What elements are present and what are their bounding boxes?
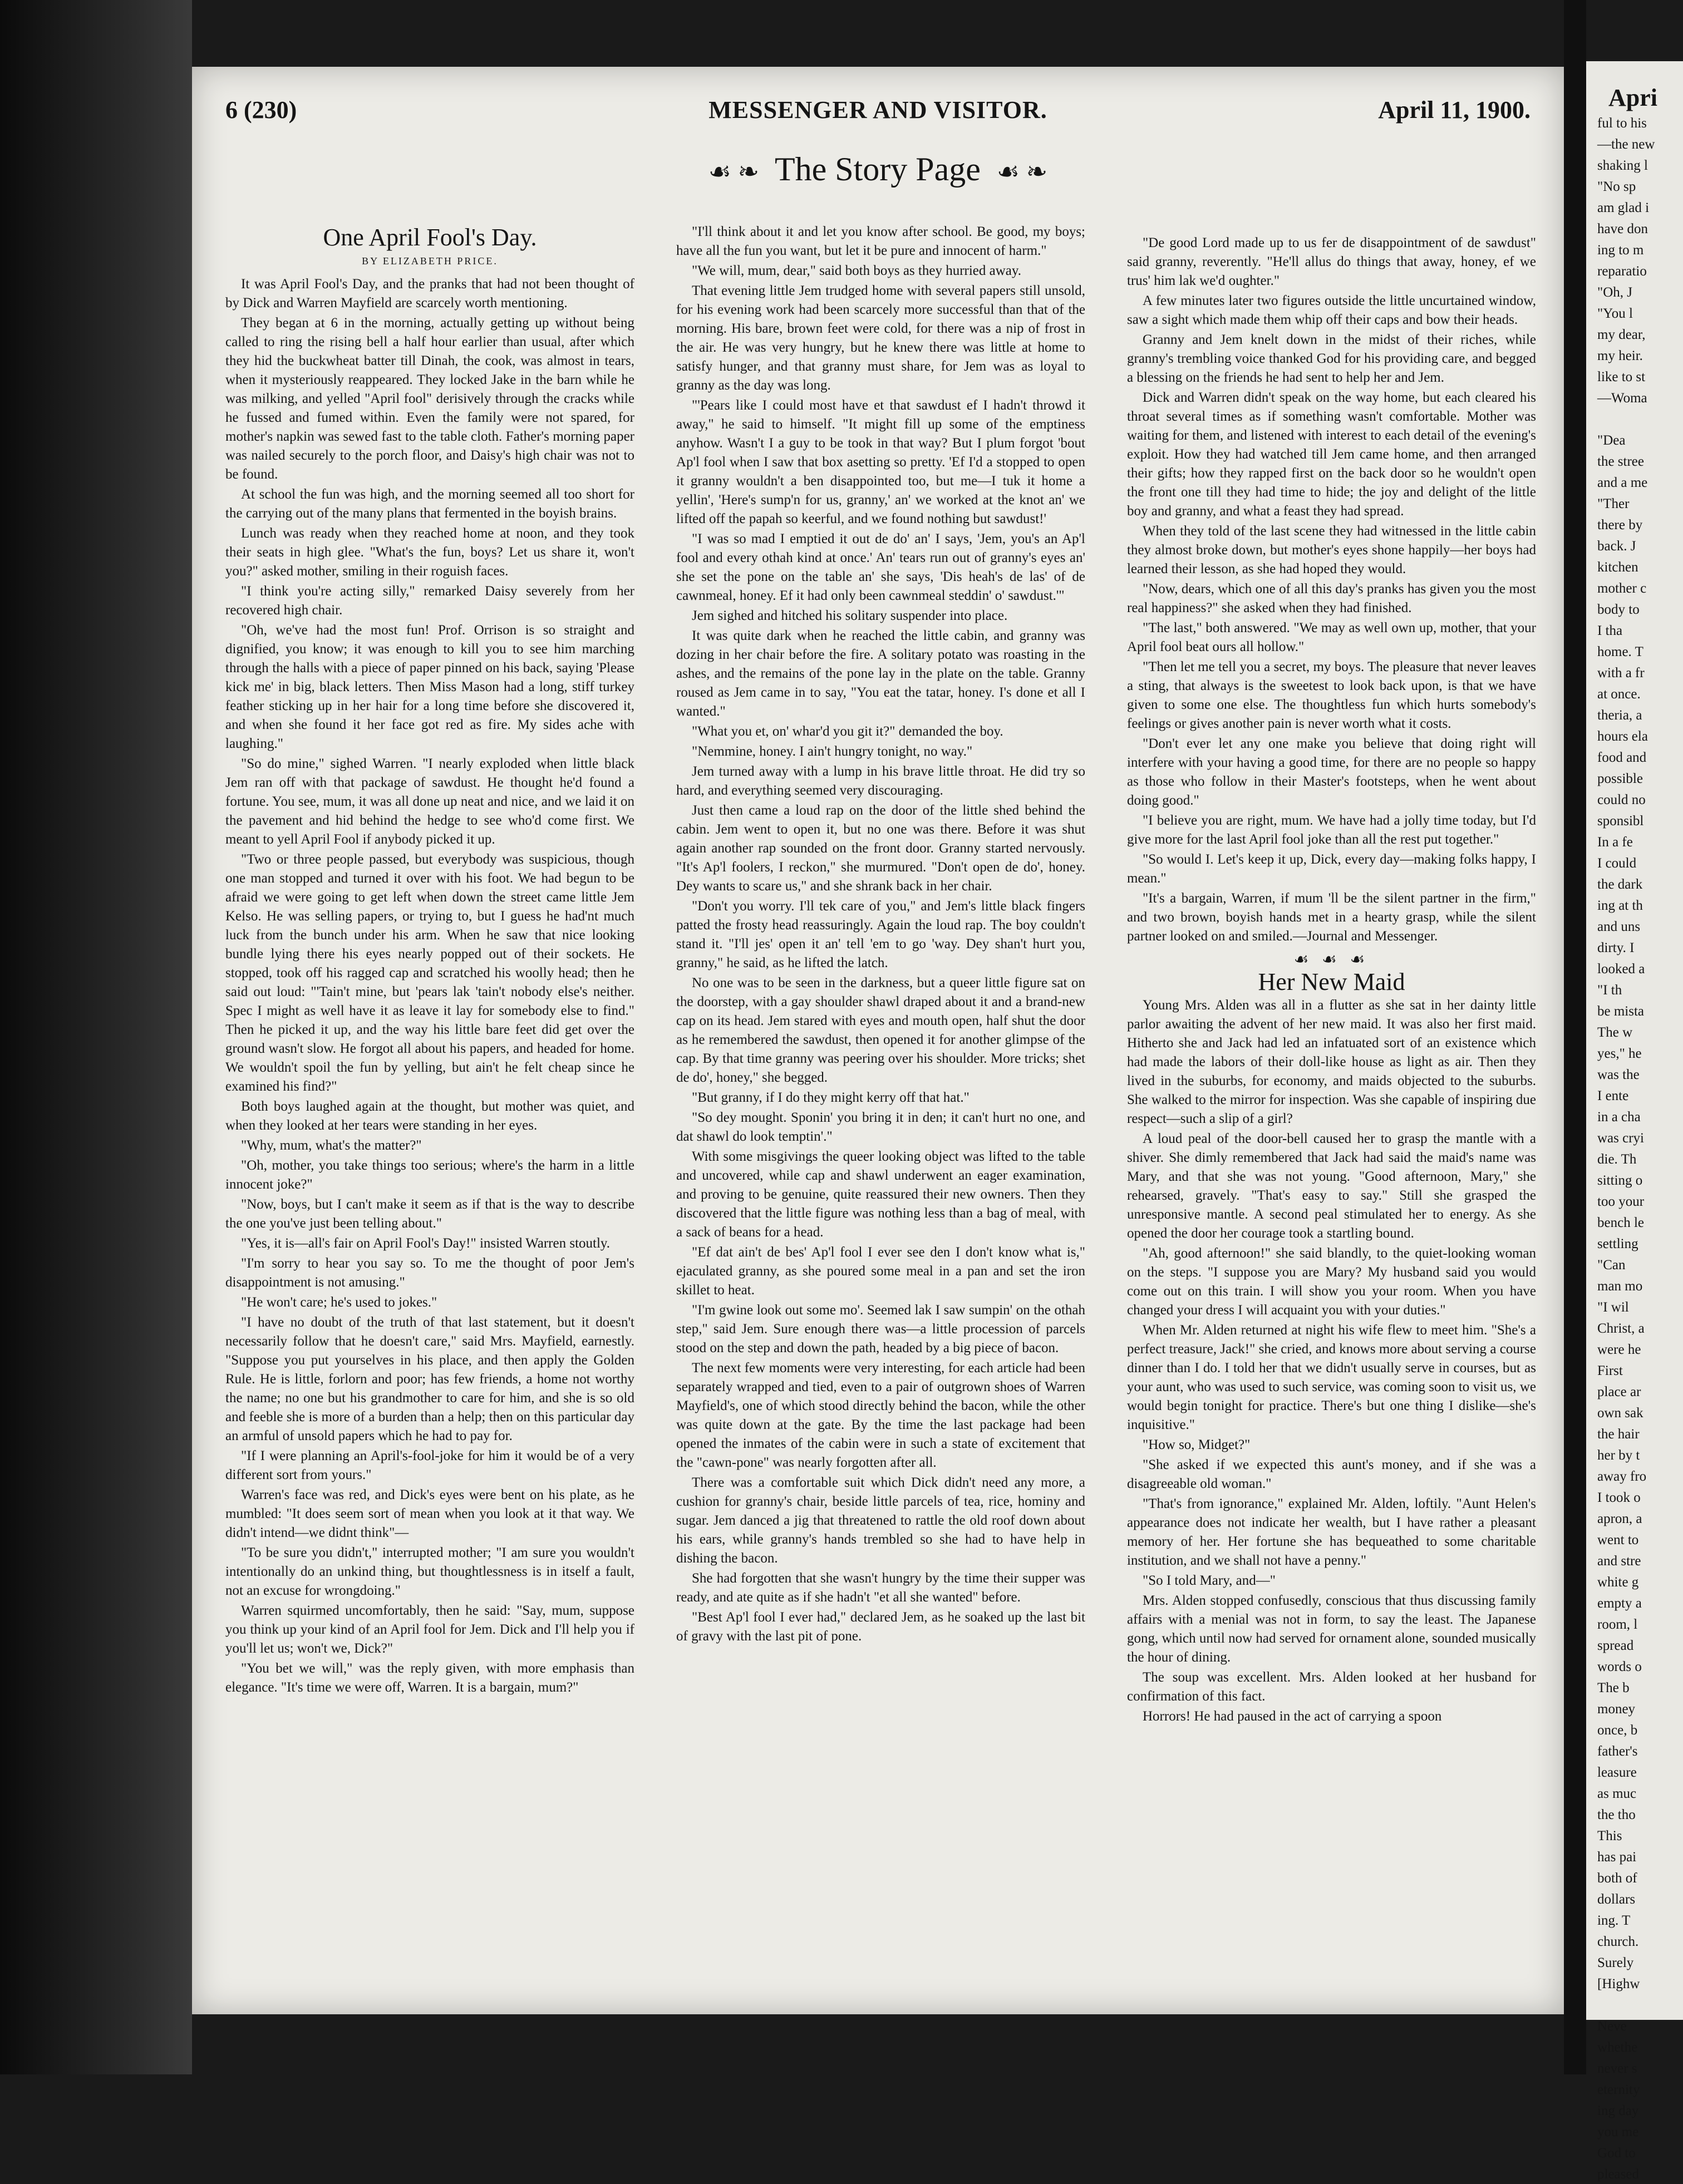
section-heading bbox=[192, 150, 1564, 189]
paragraph: "Now, boys, but I can't make it seem as if that is the way to describe the one you've just been telling about." bbox=[225, 1197, 634, 1231]
paragraph: "I have no doubt of the truth of that last statement, but it doesn't necessarily follow that he doesn't care," said Mrs. Mayfield, earnestly. "Suppose you put yourselves in his place, and then apply the Golden Rule. He is little, forlorn and poor; has few friends, a home not worthy the name; no one but his grandmother to care for him, and she is so old and feeble she is more of a burden than a help; then on this particular day an armful of unsold papers which he had to pay for. bbox=[225, 1315, 634, 1443]
text-fragment: apron, a bbox=[1597, 1511, 1642, 1526]
paragraph: When they told of the last scene they had witnessed in the little cabin they almost broke down, but mother's eyes shone happily—her boys had learned their lesson, as she had hoped they would. bbox=[1127, 524, 1536, 576]
ornament-left-icon: ☙ ❧ bbox=[708, 157, 760, 186]
text-fragment: back. J bbox=[1597, 539, 1636, 554]
text-fragment: went to bbox=[1597, 1532, 1639, 1547]
paragraph: Jem turned away with a lump in his brave little throat. He did try so hard, and everything seemed very discouraging. bbox=[676, 764, 1085, 798]
paragraph: She had forgotten that she wasn't hungry by the time their supper was ready, and ate quite as if she hadn't "et all she wanted" before. bbox=[676, 1571, 1085, 1605]
paragraph: Dick and Warren didn't speak on the way home, but each cleared his throat several times as if something wasn't comfortable. Mother was waiting for them, and listened with interest to each detail of the evening's exploit. How they had watched till Jem came home, and then arranged their gifts; how they rapped first on the back door so he wouldn't open the front one till they had time to hide; the joy and delight of the little boy and granny, and what a feast they had spread. bbox=[1127, 390, 1536, 519]
paragraph: "Then let me tell you a secret, my boys. The pleasure that never leaves a sting, that always is the sweetest to look back upon, is that we have given to some one else. The thoughtless fun which hurts somebody's feelings or gives another pain is never worth what it costs. bbox=[1127, 659, 1536, 731]
text-fragment: food and bbox=[1597, 750, 1647, 765]
paragraph: Warren's face was red, and Dick's eyes were bent on his plate, as he mumbled: "It does seem sort of mean when you look at it that way. We didn't intend—we didnt think"— bbox=[225, 1487, 634, 1540]
paragraph: "I'm sorry to hear you say so. To me the thought of poor Jem's disappointment is not amusing." bbox=[225, 1256, 634, 1290]
text-fragment: as muc bbox=[1597, 1786, 1637, 1801]
text-fragment: the stree bbox=[1597, 454, 1644, 469]
text-fragment: sitting o bbox=[1597, 1173, 1643, 1188]
binding-gutter bbox=[1564, 0, 1586, 2074]
newspaper-page bbox=[192, 67, 1564, 2014]
text-fragment: was cryi bbox=[1597, 1131, 1644, 1146]
text-fragment: at once. bbox=[1597, 687, 1641, 702]
paragraph: "I was so mad I emptied it out de do' an' I says, 'Jem, you's an Ap'l fool and every othah kind at once.' An' tears run out of granny's eyes an' she set the pone on the table an' she says, 'Dis heah's de las' of de cawnmeal, honey. Ef it had only been cawnmeal steddin' o' sawdust.'" bbox=[676, 531, 1085, 603]
text-fragment: hours ela bbox=[1597, 729, 1648, 744]
paragraph: The soup was excellent. Mrs. Alden looked at her husband for confirmation of this fact. bbox=[1127, 1670, 1536, 1704]
text-fragment: "You l bbox=[1597, 306, 1633, 321]
text-fragment: you me bbox=[1597, 2124, 1639, 2139]
text-fragment: away fro bbox=[1597, 1469, 1647, 1484]
paragraph: "Yes, it is—all's fair on April Fool's Day!" insisted Warren stoutly. bbox=[241, 1236, 611, 1251]
paragraph: "'Pears like I could most have et that sawdust ef I hadn't throwd it away," he said to himself. "It might fill up some of the emptiness anyhow. Wasn't I a guy to be took in that way? But I plum forgot 'bout Ap'l fool when I saw that box asetting so pretty. 'Ef I'd a stopped to open it granny wouldn't a ben disappointed too, but me—I tuk it home a yellin', 'Here's sump'n for us, granny,' an' we worked at the knot an' we lifted off the papah so keerful, and we found nothing but sawdust!' bbox=[676, 398, 1085, 526]
text-fragment: am glad i bbox=[1597, 200, 1650, 215]
section-title: The Story Page bbox=[774, 151, 981, 188]
paragraph: "Oh, mother, you take things too serious; where's the harm in a little innocent joke?" bbox=[225, 1158, 634, 1192]
adjacent-page-header: Apri bbox=[1608, 84, 1657, 111]
text-fragment: The b bbox=[1597, 1680, 1630, 1695]
text-fragment: her by t bbox=[1597, 1448, 1640, 1463]
paragraph: Young Mrs. Alden was all in a flutter as she sat in her dainty little parlor awaiting the advent of her new maid. It was also her first maid. Hitherto she and Jack had led an infatuated sort of an existence which had made the labors of their doll-like house as light as air. Then they lived in the suburbs, for economy, and maids objected to the suburbs. She walked to the mirror for inspection. Was she capable of inspiring due respect—such a slip of a girl? bbox=[1127, 998, 1536, 1126]
text-fragment: theria, a bbox=[1597, 708, 1642, 723]
text-fragment: ing day bbox=[1597, 2103, 1639, 2118]
page-header bbox=[225, 85, 1531, 135]
text-fragment: church. bbox=[1597, 1934, 1639, 1949]
paragraph: "How so, Midget?" bbox=[1143, 1437, 1251, 1452]
text-fragment: In a fe bbox=[1597, 835, 1633, 850]
text-fragment: looked a bbox=[1597, 962, 1645, 977]
text-fragment: "Dea bbox=[1597, 433, 1626, 448]
scan-background-left bbox=[0, 0, 192, 2074]
text-fragment: spread bbox=[1597, 1638, 1634, 1653]
text-fragment: body to bbox=[1597, 602, 1640, 617]
text-fragment: "No sp bbox=[1597, 179, 1636, 194]
text-fragment: —Woma bbox=[1597, 391, 1647, 406]
story-2-text bbox=[1127, 996, 1536, 1726]
text-fragment: This bbox=[1597, 1828, 1622, 1843]
column-3-text bbox=[1127, 234, 1536, 946]
text-fragment: too your bbox=[1597, 1194, 1645, 1209]
paragraph: A loud peal of the door-bell caused her to grasp the mantle with a shiver. She dimly remembered that Jack had said the maid's name was Mary, and that she was not young. "Good afternoon, Mary," she rehearsed, gravely. "That's easy to say." Still she grasped the unresponsive mantle. A second peal stimulated her to energy. As she opened the door her courage took a startling bound. bbox=[1127, 1131, 1536, 1241]
text-fragment: dollars bbox=[1597, 1892, 1636, 1907]
text-fragment: ing at th bbox=[1597, 898, 1643, 913]
text-fragment: dirty. I bbox=[1597, 940, 1635, 955]
paragraph: "Nemmine, honey. I ain't hungry tonight, no way." bbox=[692, 744, 973, 759]
text-fragment: "Oh, J bbox=[1597, 285, 1632, 300]
text-fragment: sponsibl bbox=[1597, 814, 1644, 829]
text-fragment: [Highw bbox=[1597, 1976, 1640, 1991]
story-title: One April Fool's Day. bbox=[323, 224, 537, 251]
text-fragment: my heir. bbox=[1597, 348, 1643, 363]
paragraph: "If I were planning an April's-fool-joke for him it would be of a very different sort from yours." bbox=[225, 1448, 634, 1482]
text-fragment: place ar bbox=[1597, 1384, 1641, 1399]
paragraph: "So dey mought. Sponin' you bring it in den; it can't hurt no one, and dat shawl do look temptin'." bbox=[676, 1110, 1085, 1144]
paragraph: "To be sure you didn't," interrupted mother; "I am sure you wouldn't intentionally do an unkind thing, but thoughtlessness is in itself a fault, not an excuse for wrongdoing." bbox=[225, 1545, 634, 1598]
text-fragment: be mista bbox=[1597, 1004, 1645, 1019]
text-fragment: with a fr bbox=[1597, 665, 1645, 681]
paragraph: "Best Ap'l fool I ever had," declared Jem, as he soaked up the last bit of gravy with the last pit of pone. bbox=[676, 1610, 1085, 1644]
paragraph: Lunch was ready when they reached home at noon, and they took their seats in high glee. "What's the fun, boys? Let us share it, won't you?" asked mother, smiling in their roguish faces. bbox=[225, 526, 634, 579]
adjacent-page-edge bbox=[1586, 61, 1683, 2182]
text-fragment: whethe bbox=[1597, 2040, 1638, 2055]
text-fragment: never s bbox=[1597, 2061, 1637, 2076]
text-fragment: "I th bbox=[1597, 983, 1622, 998]
column-3 bbox=[1127, 234, 1536, 1727]
paragraph: "Don't ever let any one make you believe that doing right will interfere with your having a good time, for there are no people so happy as those who follow in their Master's footsteps, when he went about doing good." bbox=[1127, 736, 1536, 808]
text-fragment: could no bbox=[1597, 792, 1646, 807]
text-fragment: God to bbox=[1597, 2146, 1636, 2161]
paragraph: Granny and Jem knelt down in the midst of their riches, while granny's trembling voice thanked God for his providing care, and begged a blessing on the friends he had sent to help her and Jem. bbox=[1127, 332, 1536, 385]
paragraph: No one was to be seen in the darkness, but a queer little figure sat on the doorstep, with a gay shoulder shawl draped about it and a brand-new cap on its head. Jem stared with eyes and mouth open, half shut the door as he remembered the sawdust, then opened it for another glimpse of the cap. By that time granny was peering over his shoulder. More tricks; shet de do', honey," she begged. bbox=[676, 975, 1085, 1085]
paragraph: "I'm gwine look out some mo'. Seemed lak I saw sumpin' on the othah step," said Jem. Sure enough there was—a little procession of parcels stood on the step and down the path, headed by a big piece of bacon. bbox=[676, 1303, 1085, 1355]
text-fragment: in a cha bbox=[1597, 1110, 1641, 1125]
text-fragment: were he bbox=[1597, 1342, 1641, 1357]
paragraph: "He won't care; he's used to jokes." bbox=[241, 1295, 437, 1310]
text-fragment: mother c bbox=[1597, 581, 1647, 596]
text-fragment: First bbox=[1597, 1363, 1623, 1378]
text-fragment: I ente bbox=[1597, 1088, 1629, 1103]
text-fragment: home. T bbox=[1597, 644, 1643, 659]
text-fragment: the dark bbox=[1597, 877, 1643, 892]
paragraph: When Mr. Alden returned at night his wife flew to meet him. "She's a perfect treasure, Jack!" she cried, and knows more about serving a course dinner than I do. I told her that we didn't usually serve in courses, but as your aunt, who was used to such service, was coming soon to visit us, we would begin tonight for practice. There's but one thing I dislike—she's inquisitive." bbox=[1127, 1323, 1536, 1432]
paragraph: "It's a bargain, Warren, if mum 'll be the silent partner in the firm," and two brown, boyish hands met in a hearty grasp, while the silent partner looked on and smiled.—Journal and Messenger. bbox=[1127, 891, 1536, 944]
paragraph: "So do mine," sighed Warren. "I nearly exploded when little black Jem ran off with that package of sawdust. He thought he'd found a fortune. You see, mum, it was all done up neat and nice, and we laid it on the pavement and hid behind the hedge to see who'd come first. We meant to yell April Fool if anybody picked it up. bbox=[225, 756, 634, 847]
paragraph: At school the fun was high, and the morning seemed all too short for the carrying out of the many plans that fermented in the boyish brains. bbox=[225, 487, 634, 521]
text-fragment: empty a bbox=[1597, 1596, 1642, 1611]
paragraph: "Oh, we've had the most fun! Prof. Orrison is so straight and dignified, you know; it was enough to kill you to see him marching through the halls with a piece of paper pinned on his back, saying 'Please kick me' in big, black letters. Then Miss Mason had a long, stiff turkey feather sticking up in her hair for a long time before she discovered it, and when she found it her face got red as fire. My sides ache with laughing." bbox=[225, 623, 634, 751]
text-fragment: ful to his bbox=[1597, 116, 1647, 131]
paragraph: Horrors! He had paused in the act of carrying a spoon bbox=[1143, 1709, 1442, 1724]
paragraph: "I think you're acting silly," remarked Daisy severely from her recovered high chair. bbox=[225, 584, 634, 618]
paragraph: "But granny, if I do they might kerry off that hat." bbox=[692, 1090, 970, 1105]
text-fragment: die. Th bbox=[1597, 1152, 1637, 1167]
text-fragment: there by bbox=[1597, 517, 1643, 533]
text-fragment: Neve bbox=[1597, 2019, 1627, 2034]
text-fragment: reparatio bbox=[1597, 264, 1647, 279]
text-fragment: I could bbox=[1597, 856, 1637, 871]
column-2-text bbox=[676, 223, 1085, 1646]
paragraph: "So I told Mary, and—" bbox=[1143, 1573, 1276, 1588]
text-fragment: yes," he bbox=[1597, 1046, 1642, 1061]
paragraph: With some misgivings the queer looking object was lifted to the table and uncovered, while cap and shawl underwent an eager examination, and proving to be genuine, quite reassured their new owners. Then they discovered that the little figure was nothing less than a bag of meal, with a sack of beans for a head. bbox=[676, 1149, 1085, 1240]
text-fragment: possible bbox=[1597, 771, 1643, 786]
text-fragment: and a me bbox=[1597, 475, 1648, 490]
text-fragment: the tho bbox=[1597, 1807, 1636, 1822]
text-fragment: "Ther bbox=[1597, 496, 1630, 511]
text-fragment bbox=[1586, 408, 1683, 429]
paragraph: "The last," both answered. "We may as well own up, mother, that your April fool beat ours all hollow." bbox=[1127, 620, 1536, 654]
text-fragment: like to st bbox=[1597, 369, 1646, 384]
text-fragment: settling bbox=[1597, 1236, 1638, 1251]
text-fragment: Christ, a bbox=[1597, 1321, 1645, 1336]
text-fragment: once, b bbox=[1597, 1723, 1638, 1738]
paragraph: "I'll think about it and let you know after school. Be good, my boys; have all the fun you want, but let it be pure and innocent of harm." bbox=[676, 224, 1085, 258]
text-fragment: and uns bbox=[1597, 919, 1641, 934]
paragraph: "De good Lord made up to us fer de disappointment of de sawdust" said granny, reverently. "He'll allus do things that away, honey, ef we trus' him lak we'd oughter." bbox=[1127, 235, 1536, 288]
text-fragment bbox=[1586, 1994, 1683, 2015]
text-fragment: pleased bbox=[1597, 2167, 1639, 2182]
paragraph: "Why, mum, what's the matter?" bbox=[241, 1138, 422, 1153]
paragraph: Both boys laughed again at the thought, but mother was quiet, and when they looked at her tears were standing in her eyes. bbox=[225, 1099, 634, 1133]
paragraph: They began at 6 in the morning, actually getting up without being called to ring the rising bell a half hour earlier than usual, after which they hid the buckwheat batter till Dinah, the cook, was almost in tears, when it mysteriously reappeared. They locked Jake in the barn while he was milking, and yelled "April fool" derisively through the cracks while he fussed and fumed within. Even the family were not spared, for mother's napkin was sewed fast to the table cloth. Father's morning paper was nailed securely to the porch floor, and Daisy's high chair was not to be found. bbox=[225, 315, 634, 482]
text-fragment: and stre bbox=[1597, 1554, 1641, 1569]
text-fragment: white g bbox=[1597, 1575, 1639, 1590]
text-fragment: has pai bbox=[1597, 1850, 1637, 1865]
text-fragment: eternity bbox=[1597, 2082, 1640, 2097]
paragraph: There was a comfortable suit which Dick didn't need any more, a cushion for granny's chair, beside little parcels of tea, rice, hominy and sugar. Jem danced a jig that threatened to rattle the old roof down about his ears, while granny's hands trembled so she had to have help in dishing the bacon. bbox=[676, 1475, 1085, 1566]
text-fragment: —the new bbox=[1597, 137, 1655, 152]
column-2 bbox=[676, 223, 1085, 1647]
text-fragment: shaking l bbox=[1597, 158, 1648, 173]
text-fragment: The w bbox=[1597, 1025, 1633, 1040]
paragraph: "Ah, good afternoon!" she said blandly, to the quiet-looking woman on the steps. "I suppose you are Mary? My husband said you would come out on this train. I will show you your room. When you have changed your dress I will acquaint you with your duties." bbox=[1127, 1246, 1536, 1318]
text-fragment: I took o bbox=[1597, 1490, 1641, 1505]
text-fragment: man mo bbox=[1597, 1279, 1643, 1294]
text-fragment: Surely bbox=[1597, 1955, 1634, 1970]
story-separator: ☙ ☙ ☙ bbox=[1293, 950, 1370, 969]
paragraph: It was quite dark when he reached the little cabin, and granny was dozing in her chair before the fire. A solitary potato was roasting in the ashes, and the remains of the pone lay in the plate on the table. Granny roused as Jem came in to say, "You eat the tatar, honey. I's done et all I wanted." bbox=[676, 628, 1085, 719]
story-title-2: Her New Maid bbox=[1258, 968, 1405, 995]
issue-date: April 11, 1900. bbox=[1378, 96, 1531, 124]
paragraph: "She asked if we expected this aunt's money, and if she was a disagreeable old woman." bbox=[1127, 1457, 1536, 1491]
paragraph: "That's from ignorance," explained Mr. Alden, loftily. "Aunt Helen's appearance does not indicate her wealth, but I have rather a pleasant memory of her. Her fortune she has bequeathed to some charitable institution, and we shall not have a penny." bbox=[1127, 1496, 1536, 1568]
story-byline: BY ELIZABETH PRICE. bbox=[362, 255, 498, 267]
paragraph: "Ef dat ain't de bes' Ap'l fool I ever see den I don't know what is," ejaculated granny, as she poured some meal in a pan and set the iron skillet to heat. bbox=[676, 1245, 1085, 1298]
paragraph: Jem sighed and hitched his solitary suspender into place. bbox=[692, 608, 1008, 623]
text-fragment: own sak bbox=[1597, 1406, 1643, 1421]
text-fragment: the hair bbox=[1597, 1427, 1640, 1442]
text-fragment: bench le bbox=[1597, 1215, 1644, 1230]
column-1 bbox=[225, 224, 634, 1698]
page-number: 6 (230) bbox=[225, 96, 297, 124]
text-fragment: my dear, bbox=[1597, 327, 1646, 342]
paragraph: "What you et, on' whar'd you git it?" demanded the boy. bbox=[692, 724, 1003, 739]
text-fragment: words o bbox=[1597, 1659, 1642, 1674]
paragraph: It was April Fool's Day, and the pranks that had not been thought of by Dick and Warren Mayfield are scarcely worth mentioning. bbox=[225, 277, 634, 310]
paragraph: Just then came a loud rap on the door of the little shed behind the cabin. Jem went to open it, but no one was there. Before it was shut again another rap sounded on the front door. Granny started nervously. "It's Ap'l foolers, I reckon," she murmured. "Don't open de do', honey. Dey wants to scare us," and she shrank back in her chair. bbox=[676, 803, 1085, 894]
paragraph: "So would I. Let's keep it up, Dick, every day—making folks happy, I mean." bbox=[1127, 852, 1536, 886]
text-fragment: ing. T bbox=[1597, 1913, 1631, 1928]
paragraph: Warren squirmed uncomfortably, then he said: "Say, mum, suppose you think up your kind of an April fool for Jem. Dick and I'll help you if you'll let us; won't we, Dick?" bbox=[225, 1603, 634, 1656]
text-fragment: was the bbox=[1597, 1067, 1640, 1082]
paragraph: "Now, dears, which one of all this day's pranks has given you the most real happiness?" she asked when they had finished. bbox=[1127, 581, 1536, 615]
text-fragment: both of bbox=[1597, 1871, 1637, 1886]
paragraph: "Two or three people passed, but everybody was suspicious, though one man stopped and turned it over with his foot. We had begun to be afraid we were going to get left when down the street came little Jem Kelso. He was selling papers, or trying to, but I guess he had'nt much luck from the bunch under his arm. When he saw that nice looking bundle lying there his eyes nearly popped out of their sockets. He stopped, took off his ragged cap and scratched his woolly head; then he said out loud: "'Tain't mine, but 'pears lak 'tain't nobody else's neither. Spec I might as well have it as leave it lay for somebody else to find." Then he picked it up, and the way his little bare feet did get over the ground wasn't slow. He forgot all about his papers, and headed for home. We wouldn't spoil the fun by yelling, but ain't he felt cheap since he examined his find?" bbox=[225, 852, 634, 1094]
paragraph: "I believe you are right, mum. We have had a jolly time today, but I'd give more for the last April fool joke than all the rest put together." bbox=[1127, 813, 1536, 847]
text-fragment: leasure bbox=[1597, 1765, 1637, 1780]
paragraph: "You bet we will," was the reply given, with more emphasis than elegance. "It's time we were off, Warren. It is a bargain, mum?" bbox=[225, 1661, 634, 1695]
text-fragment: "I wil bbox=[1597, 1300, 1629, 1315]
paragraph: A few minutes later two figures outside the little uncurtained window, saw a sight which made them whip off their caps and bow their heads. bbox=[1127, 293, 1536, 327]
text-fragment: kitchen bbox=[1597, 560, 1638, 575]
newspaper-title: MESSENGER AND VISITOR. bbox=[708, 96, 1047, 124]
text-fragment: money bbox=[1597, 1702, 1636, 1717]
text-fragment: I tha bbox=[1597, 623, 1623, 638]
text-fragment: father's bbox=[1597, 1744, 1638, 1759]
text-fragment: "Can bbox=[1597, 1258, 1626, 1273]
ornament-right-icon: ☙ ❧ bbox=[996, 157, 1048, 186]
text-fragment: room, l bbox=[1597, 1617, 1638, 1632]
paragraph: The next few moments were very interesting, for each article had been separately wrapped and tied, even to a pair of outgrown shoes of Warren Mayfield's, one of which stood directly behind the bacon, while the other was quite down at the gate. By the time the last package had been opened the inmates of the cabin were in such a state of excitement that the "cawn-pone" was nearly forgotten after all. bbox=[676, 1360, 1085, 1470]
paragraph: "We will, mum, dear," said both boys as they hurried away. bbox=[692, 263, 1022, 278]
text-fragment: ing to m bbox=[1597, 243, 1644, 258]
column-1-text bbox=[225, 275, 634, 1697]
paragraph: That evening little Jem trudged home with several papers still unsold, for his evening work had been scarcely more successful than that of the morning. His bare, brown feet were cold, for there was a nip of frost in the air. He was very hungry, but he knew there was little at home to satisfy hunger, and that granny must share, for Jem was as loyal to granny as the day was long. bbox=[676, 283, 1085, 393]
paragraph: "Don't you worry. I'll tek care of you," and Jem's little black fingers patted the frosty head reassuringly. Again the loud rap. The boy couldn't stand it. "I'll jes' open it an' tell 'em to go 'way. Dey shan't hurt you, granny," he said, as he lifted the latch. bbox=[676, 899, 1085, 970]
paragraph: Mrs. Alden stopped confusedly, conscious that thus discussing family affairs with a menial was not in form, to say the least. The Japanese gong, which until now had served for ornament alone, sounded musically the hour of dining. bbox=[1127, 1593, 1536, 1665]
text-fragment: have don bbox=[1597, 221, 1648, 236]
adjacent-page-fragments bbox=[1586, 112, 1683, 2184]
